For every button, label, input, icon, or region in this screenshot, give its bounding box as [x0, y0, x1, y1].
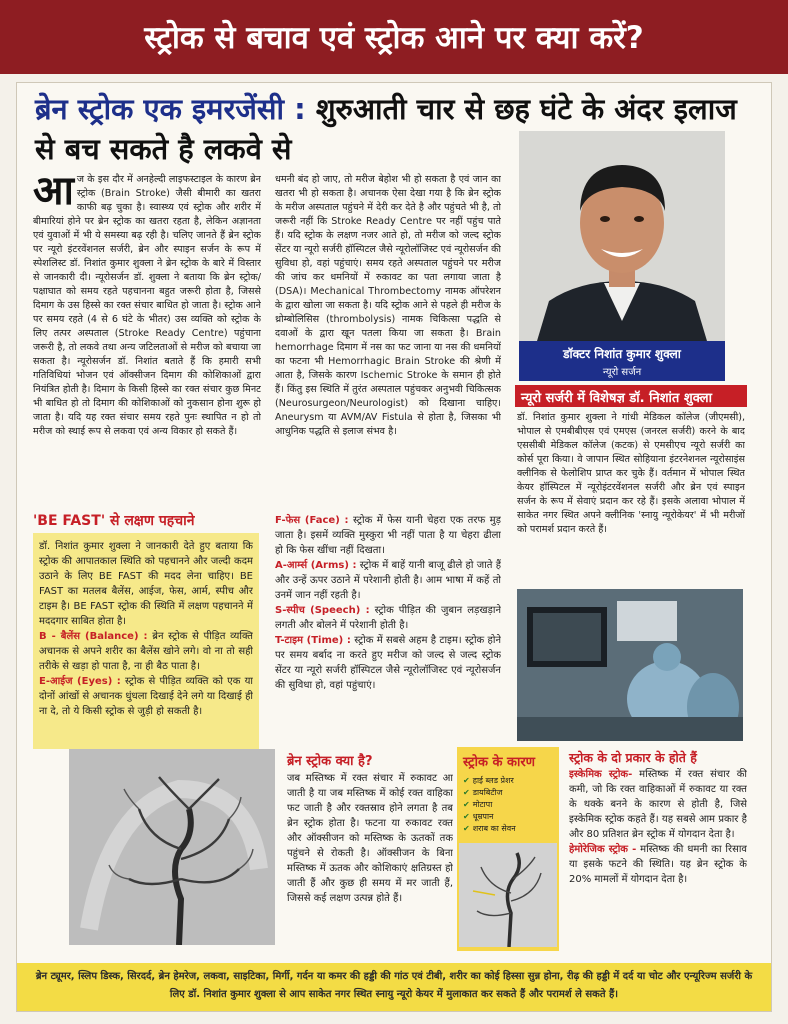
- specialist-heading: न्यूरो सर्जरी में विशेषज्ञ डॉ. निशांत शुक्ला: [515, 385, 747, 407]
- check-icon: ✔: [463, 812, 470, 821]
- types-text: [569, 767, 747, 949]
- newspaper-page: [16, 82, 772, 1012]
- hemorrhagic-label: हेमोरेजिक स्ट्रोक -: [569, 844, 637, 855]
- ischemic-text: मस्तिष्क में रक्त संचार की कमी, जो कि रक्त वाहिकाओं में रुकावट या रक्त के थक्के बनने के कारण से होती है, जिसे इस्केमिक स्ट्रोक कहते हैं। यह सबसे आम प्रकार है और 80 प्रतिशत ब्रेन स्ट्रोक में योगदान देता है।: [569, 769, 747, 840]
- ischemic-label: इस्केमिक स्ट्रोक-: [569, 769, 633, 780]
- article-col1-text: ज के इस दौर में अनहेल्दी लाइफस्टाइल के कारण ब्रेन स्ट्रोक (Brain Stroke) जैसी बीमारी का खतरा काफी बढ़ चुका है। स्वास्थ्य एवं स्ट्रोक और शरीर में बीमारियां होने पर ब्रेन स्ट्रोक का खतरा रहता है, लेकिन अज्ञानता एवं युवाओं में भी ये समस्या बढ़ रही है। चलिए जानते हैं ब्रेन स्ट्रोक पर न्यूरो इंटरवेंशनल सर्जरी, ब्रेन और स्पाइन सर्जन के रूप में स्पेशलिस्ट डॉ. निशांत कुमार शुक्ला ने ब्रेन स्ट्रोक के बारे में विस्तार से जानकारी दी। न्यूरोसर्जन डॉ. शुक्ला ने बताया कि ब्रेन स्ट्रोक/पक्षाघात को समय रहते पहचानना बहुत जरूरी होता है, जिससे दिमाग के उस हिस्से का रक्त संचार बाधित हो जाता है। स्ट्रोक आने पर समय रहते (4 से 6 घंटे के भीतर) उस व्यक्ति को स्ट्रोक के लिए तत्पर अस्पताल (Stroke Ready Centre) पहुंचाना जरूरी है, तो लकवे तथा अन्य जटिलताओं से मरीज को बचाया जा सकता है। न्यूरोसर्जन डॉ. निशांत बताते हैं कि हमारी सभी गतिविधियां भोजन एवं ऑक्सीजन दिमाग की कोशिकाओं द्वारा नियंत्रित होती है। दिमाग के किसी हिस्से का रक्त संचार कुछ मिनट भी बाधित हो तो दिमाग की कोशिकाओं को नुकसान होना शुरू हो जाता है। यदि यह रक्त संचार समय रहते पुनः स्थापित न हो तो मरीज को स्थाई रूप से लकवा एवं अन्य विकार हो सकते हैं।: [33, 174, 261, 437]
- doctor-name: डॉक्टर निशांत कुमार शुक्ला: [563, 347, 681, 361]
- check-icon: ✔: [463, 800, 470, 809]
- befast-f-label: F-फेस (Face) :: [275, 515, 349, 526]
- what-is-heading: ब्रेन स्ट्रोक क्या है?: [287, 754, 373, 769]
- headline-part1: ब्रेन स्ट्रोक एक इमरजेंसी :: [35, 92, 306, 126]
- befast-continued-text: [275, 513, 501, 747]
- top-banner: [0, 0, 788, 74]
- headline-part2: शुरुआती चार से छह घंटे के अंदर इलाज से बच सकते है लकवे से: [35, 92, 737, 166]
- banner-title: स्ट्रोक से बचाव एवं स्ट्रोक आने पर क्या करें?: [144, 20, 644, 56]
- befast-t-text: स्ट्रोक में सबसे अहम है टाइम। स्ट्रोक होने पर समय बर्बाद ना करते हुए मरीज को जल्द से जल्द स्ट्रोक सेंटर या न्यूरो सर्जरी हॉस्पिटल जैसे न्यूरोलॉजिस्ट एवं न्यूरोसर्जन की सुविधा हो, वहां पहुंचाएं।: [275, 635, 501, 691]
- befast-continued: [275, 513, 501, 747]
- doctor-role: न्यूरो सर्जन: [602, 367, 642, 378]
- doctor-photo: [519, 131, 725, 341]
- angiogram-image: [69, 749, 275, 945]
- befast-box: [33, 533, 259, 749]
- befast-b-label: B - बैलेंस (Balance) :: [39, 631, 148, 642]
- article-col2-text: धमनी बंद हो जाए, तो मरीज बेहोश भी हो सकता है एवं जान का खतरा भी हो सकता है। अचानक ऐसा देखा गया है कि ब्रेन स्ट्रोक के मरीज अस्पताल पहुंचने में देरी कर देते है और पहुंचते भी है, तो जरूरी नहीं कि Stroke Ready Centre पर नहीं पहुंच पाते हैं। यदि स्ट्रोक के लक्षण नजर आते हो, तो मरीज को जल्द स्ट्रोक सेंटर या न्यूरो सर्जरी हॉस्पिटल जैसे न्यूरोलॉजिस्ट एवं न्यूरोसर्जन की सुविधा हो, वहां पहुंचाएं। समय रहते अस्पताल पहुंचने पर मरीज की जांच कर धमनियों में रुकावट का पता लगाया जाता है (DSA)। Mechanical Thrombectomy नामक ऑपरेशन के द्वारा खोला जा सकता है। यदि स्ट्रोक आने से पहले ही मरीज के थ्रोम्बोलिसिस (thrombolysis) नामक चिकित्सा पद्धति से दवाओं के द्वारा खून पतला किया जा सकता है। Brain hemorrhage दिमाग में नस का फट जाना या नस की धमनियों का फटना भी Hemorrhagic Brain Stroke की श्रेणी में आता है, जिसके कारण Ischemic Stroke के समान ही होते हैं। किंतु इस स्थिति में तुरंत अस्पताल पहुंचकर अनुभवी चिकित्सक (Neurosurgeon/Neurologist) को दिखाना चाहिए। Aneurysm या AVM/AV Fistula से होता है, जिसका भी आधुनिक पद्धति से इलाज संभव है।: [275, 174, 501, 437]
- causes-list: [457, 775, 559, 834]
- scan-image: [459, 843, 557, 947]
- befast-f-text: स्ट्रोक में फेस यानी चेहरा एक तरफ मुड़ जाता है। इसमें व्यक्ति मुस्कुरा भी नहीं पाता है या चेहरा ढीला हो कि फेस खींचा नहीं दिखता।: [275, 515, 501, 556]
- hemorrhagic-text: मस्तिष्क की धमनी का रिसाव या इसके फटने की स्थिति। यह ब्रेन स्ट्रोक के 20% मामलों में योगदान देता है।: [569, 844, 747, 885]
- what-is-text: जब मस्तिष्क में रक्त संचार में रुकावट आ जाती है या जब मस्तिष्क में कोई रक्त वाहिका फट जाती है और रक्तस्राव होने लगता है तब ब्रेन स्ट्रोक होता है। फटना या रुकावट रक्त और ऑक्सीजन को मस्तिष्क के ऊतकों तक पहुंचने से रोकती है। ऑक्सीजन के बिना मस्तिष्क में ऊतक और कोशिकाएं क्षतिग्रस्त हो जाती हैं और कुछ ही समय में मर जाती हैं, जिससे कई लक्षण उत्पन्न होते हैं।: [287, 773, 453, 904]
- befast-a-text: स्ट्रोक में बाहें यानी बाजू ढीले हो जाते हैं और उन्हें ऊपर उठाने में परेशानी होती है। आम भाषा में कहें तो उनमें जान नहीं रहती है।: [275, 560, 501, 601]
- footer-text: ब्रेन ट्यूमर, स्लिप डिस्क, सिरदर्द, ब्रेन हेमरेज, लकवा, साइटिका, मिर्गी, गर्दन या कमर की हड्डी की गांठ एवं टीबी, शरीर का कोई हिस्सा सुन्न होना, रीढ़ की हड्डी में दर्द या चोट और एन्यूरिज्म सर्जरी के लिए डॉ. निशांत कुमार शुक्ला से आप साकेत नगर स्थित स्नायु न्यूरो केयर में मुलाकात कर सकते हैं और परामर्श ले सकते हैं।: [35, 971, 753, 1000]
- befast-b-text: ब्रेन स्ट्रोक से पीड़ित व्यक्ति अचानक से अपने शरीर का बैलेंस खोने लगे। वो ना तो सही तरीके से खड़ा हो पाता है, ना ही बैठ पाता है।: [39, 631, 253, 672]
- causes-heading: स्ट्रोक के कारण: [463, 755, 536, 770]
- cause-item: ✔ डायबिटीज: [463, 788, 503, 797]
- befast-s-label: S-स्पीच (Speech) :: [275, 605, 370, 616]
- befast-heading: 'BE FAST' से लक्षण पहचाने: [33, 513, 195, 529]
- befast-e-text: स्ट्रोक से पीड़ित व्यक्ति को एक या दोनों आंखों से अचानक धुंधला दिखाई देने लगे या दिखाई ही ना दे, तो ये किसी स्ट्रोक से जुड़ी हो सकती है।: [39, 676, 253, 717]
- check-icon: ✔: [463, 776, 470, 785]
- cause-item: ✔ धूम्रपान: [463, 812, 494, 821]
- befast-intro: डॉ. निशांत कुमार शुक्ला ने जानकारी देते हुए बताया कि स्ट्रोक की आपातकाल स्थिति को पहचानने और जल्दी कदम उठाने के लिए BE FAST की मदद लेना चाहिए। BE FAST का मतलब बैलेंस, आईज, फेस, आर्म, स्पीच और टाइम है। BE FAST स्ट्रोक की स्थिति में लक्षण पहचानने में मददगार साबित होता है।: [39, 541, 253, 627]
- cause-item: ✔ शराब का सेवन: [463, 824, 516, 833]
- befast-a-label: A-आर्म्स (Arms) :: [275, 560, 357, 571]
- check-icon: ✔: [463, 824, 470, 833]
- check-icon: ✔: [463, 788, 470, 797]
- specialist-text: डॉ. निशांत कुमार शुक्ला ने गांधी मेडिकल कॉलेज (जीएमसी), भोपाल से एमबीबीएस एवं एमएस (जनरल सर्जरी) करने के बाद एससीबी मेडिकल कॉलेज (कटक) से एमसीएच न्यूरो सर्जरी का कोर्स पूरा किया। वे जापान स्थित सोहियाना इंटरनेशनल न्यूरोसाइंस क्लीनिक से फेलोशिप प्राप्त कर चुके हैं। वर्तमान में भोपाल स्थित केयर हॉस्पिटल में न्यूरोइंटरवेंशनल सर्जरी और ब्रेन एवं स्पाइन सर्जन के रूप में सेवाएं प्रदान कर रहे हैं। इसके अलावा भोपाल में साकेत नगर स्थित अपने क्लीनिक 'स्नायु न्यूरोकेयर' में भी मरीजों को परामर्श प्रदान करते हैं।: [517, 412, 745, 535]
- befast-e-label: E-आईज (Eyes) :: [39, 676, 121, 687]
- doctor-caption: [519, 341, 725, 381]
- types-heading: स्ट्रोक के दो प्रकार के होते हैं: [569, 750, 697, 765]
- cause-item: ✔ हाई ब्लड प्रेशर: [463, 776, 514, 785]
- befast-text: [39, 539, 253, 745]
- cause-item: ✔ मोटापा: [463, 800, 493, 809]
- footer-band: [17, 963, 771, 1011]
- surgery-photo: [517, 589, 743, 741]
- befast-t-label: T-टाइम (Time) :: [275, 635, 351, 646]
- befast-s-text: स्ट्रोक पीड़ित की जुबान लड़खड़ाने लगती और बोलने में परेशानी होती है।: [275, 605, 501, 631]
- dropcap: आ: [33, 173, 74, 214]
